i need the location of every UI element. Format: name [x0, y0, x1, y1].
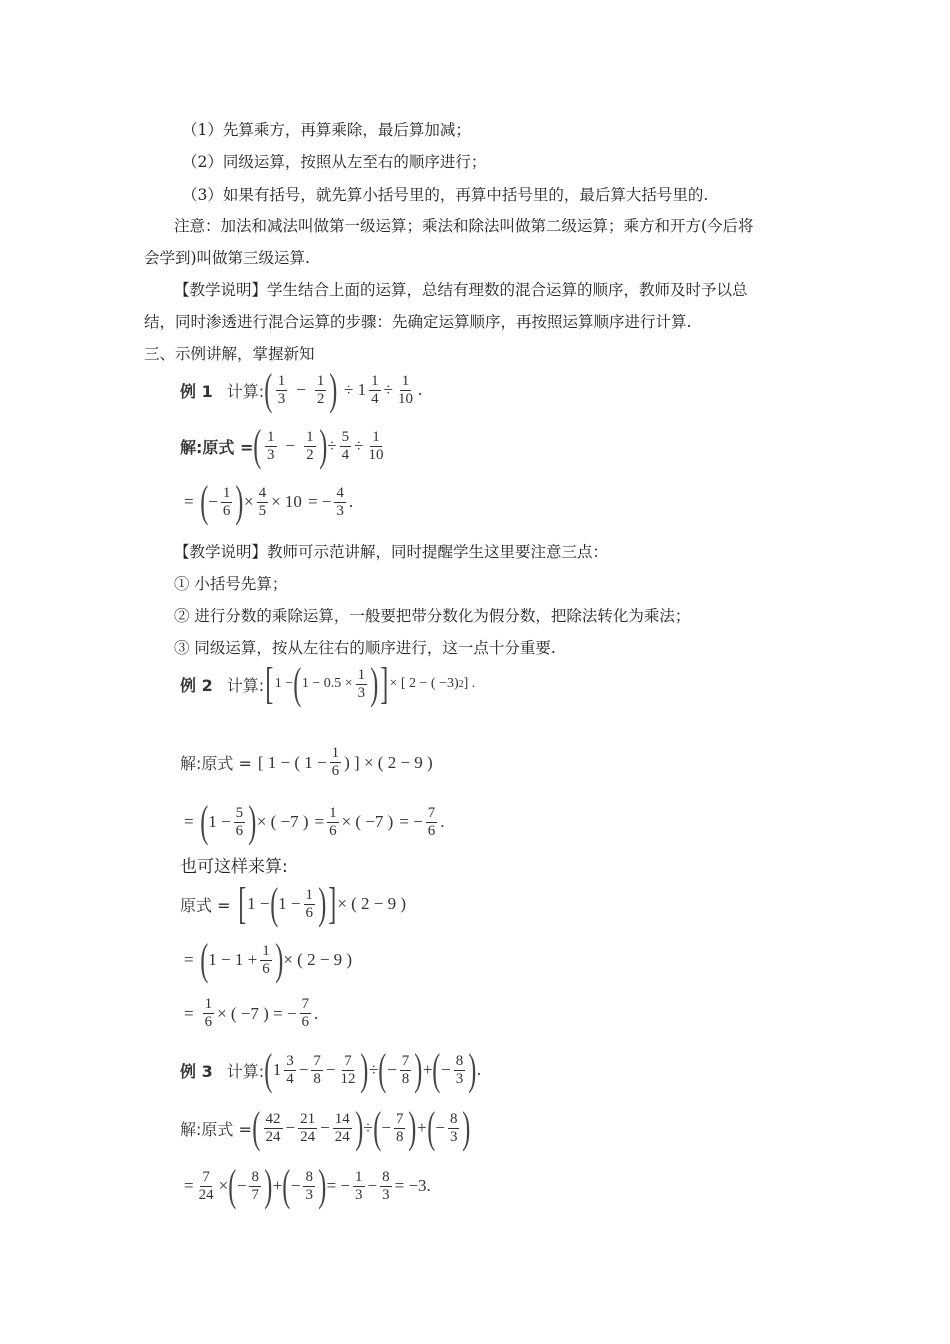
example-3-calc-label: 计算:	[226, 1061, 265, 1081]
example-1-solution-label: 解:原式 =	[180, 437, 254, 457]
example-3-solution-line-1: 解:原式 = ( $\frac{42}{24}$ − $\frac{21}{24}$ − $\frac{14}{24}$ ) ÷ ( − $\frac{7}{8}$ ) + ( − $\frac{8}{3}$ )	[180, 1103, 471, 1152]
example-2-solution-line-1: 解:原式 = [ 1 − ( 1 − $\frac{1}{6}$ ) ] × ( 2 − 9 )	[180, 745, 433, 779]
example-2-solution-line-2: = ( 1 − $\frac{5}{6}$ ) × ( −7 ) = $\frac{1}{6}$ × ( −7 ) = − $\frac{7}{6}$ .	[184, 797, 445, 846]
teaching-note-2-point-1: ① 小括号先算；	[174, 575, 288, 593]
example-1-solution-line-2: = ( − $\frac{1}{6}$ ) × $\frac{4}{5}$ × 10 = − $\frac{4}{3}$ .	[184, 477, 354, 526]
example-2-calc-label: 计算:	[226, 675, 265, 695]
rule-2: （2）同级运算，按照从左至右的顺序进行；	[182, 153, 487, 171]
teaching-note-2-head: 【教学说明】教师可示范讲解，同时提醒学生这里要注意三点：	[174, 543, 609, 561]
example-2-alt-line-1: 原式 = [ 1 − ( 1 − $\frac{1}{6}$ ) ] × ( 2 − 9 )	[180, 879, 407, 928]
example-1-label: 例 1	[180, 381, 213, 401]
example-1-calc-label: 计算:	[226, 381, 265, 401]
example-2-solution-label: 解:原式 =	[180, 754, 252, 773]
rule-3: （3）如果有括号，就先算小括号里的，再算中括号里的，最后算大括号里的.	[182, 186, 709, 204]
example-3-problem: 例 3 计算: ( 1 $\frac{3}{4}$ − $\frac{7}{8}$ − $\frac{7}{12}$ ) ÷ ( − $\frac{7}{8}$ ) + ( − $\frac{8}{3}$ ) .	[180, 1045, 482, 1094]
teaching-note-1-line-1: 【教学说明】学生结合上面的运算，总结有理数的混合运算的顺序，教师及时予以总	[174, 281, 748, 299]
example-2-label: 例 2	[180, 675, 213, 695]
example-2-alt-start: 原式 =	[180, 895, 231, 915]
teaching-note-2-point-3: ③ 同级运算，按从左往右的顺序进行，这一点十分重要.	[174, 639, 556, 657]
section-heading: 三、示例讲解，掌握新知	[144, 345, 315, 363]
example-2-problem: 例 2 计算: [ 1 − ( 1 − 0.5 × $\frac{1}{3}$ ) ] × [ 2 − ( −3) 2 ] .	[180, 659, 476, 708]
note-line-2: 会学到)叫做第三级运算.	[144, 249, 310, 267]
example-2-alt-line-2: = ( 1 − 1 + $\frac{1}{6}$ ) × ( 2 − 9 )	[184, 935, 353, 984]
rule-1: （1）先算乘方，再算乘除，最后算加减；	[182, 121, 471, 139]
example-1-solution-line-1: 解:原式 = ( $\frac{1}{3}$ − $\frac{1}{2}$ ) ÷ $\frac{5}{4}$ ÷ $\frac{1}{10}$	[180, 421, 384, 470]
example-1-problem: 例 1 计算: ( $\frac{1}{3}$ − $\frac{1}{2}$ ) ÷ 1 $\frac{1}{4}$ ÷ $\frac{1}{10}$ .	[180, 365, 423, 414]
example-3-label: 例 3	[180, 1061, 213, 1081]
note-line-1: 注意：加法和减法叫做第一级运算；乘法和除法叫做第二级运算；乘方和开方(今后将	[174, 217, 754, 235]
example-2-alt-heading: 也可这样来算:	[180, 857, 288, 877]
example-2-alt-line-3: = $\frac{1}{6}$ × ( −7 ) = − $\frac{7}{6}$ .	[184, 996, 319, 1030]
example-3-solution-line-2: = $\frac{7}{24}$ × ( − $\frac{8}{7}$ ) + ( − $\frac{8}{3}$ ) = − $\frac{1}{3}$ − $\frac{8}{3}$ = −3.	[184, 1161, 431, 1210]
example-3-solution-label: 解:原式 =	[180, 1119, 252, 1139]
teaching-note-2-point-2: ② 进行分数的乘除运算，一般要把带分数化为假分数，把除法转化为乘法；	[174, 607, 691, 625]
teaching-note-1-line-2: 结，同时渗透进行混合运算的步骤：先确定运算顺序，再按照运算顺序进行计算.	[144, 313, 692, 331]
